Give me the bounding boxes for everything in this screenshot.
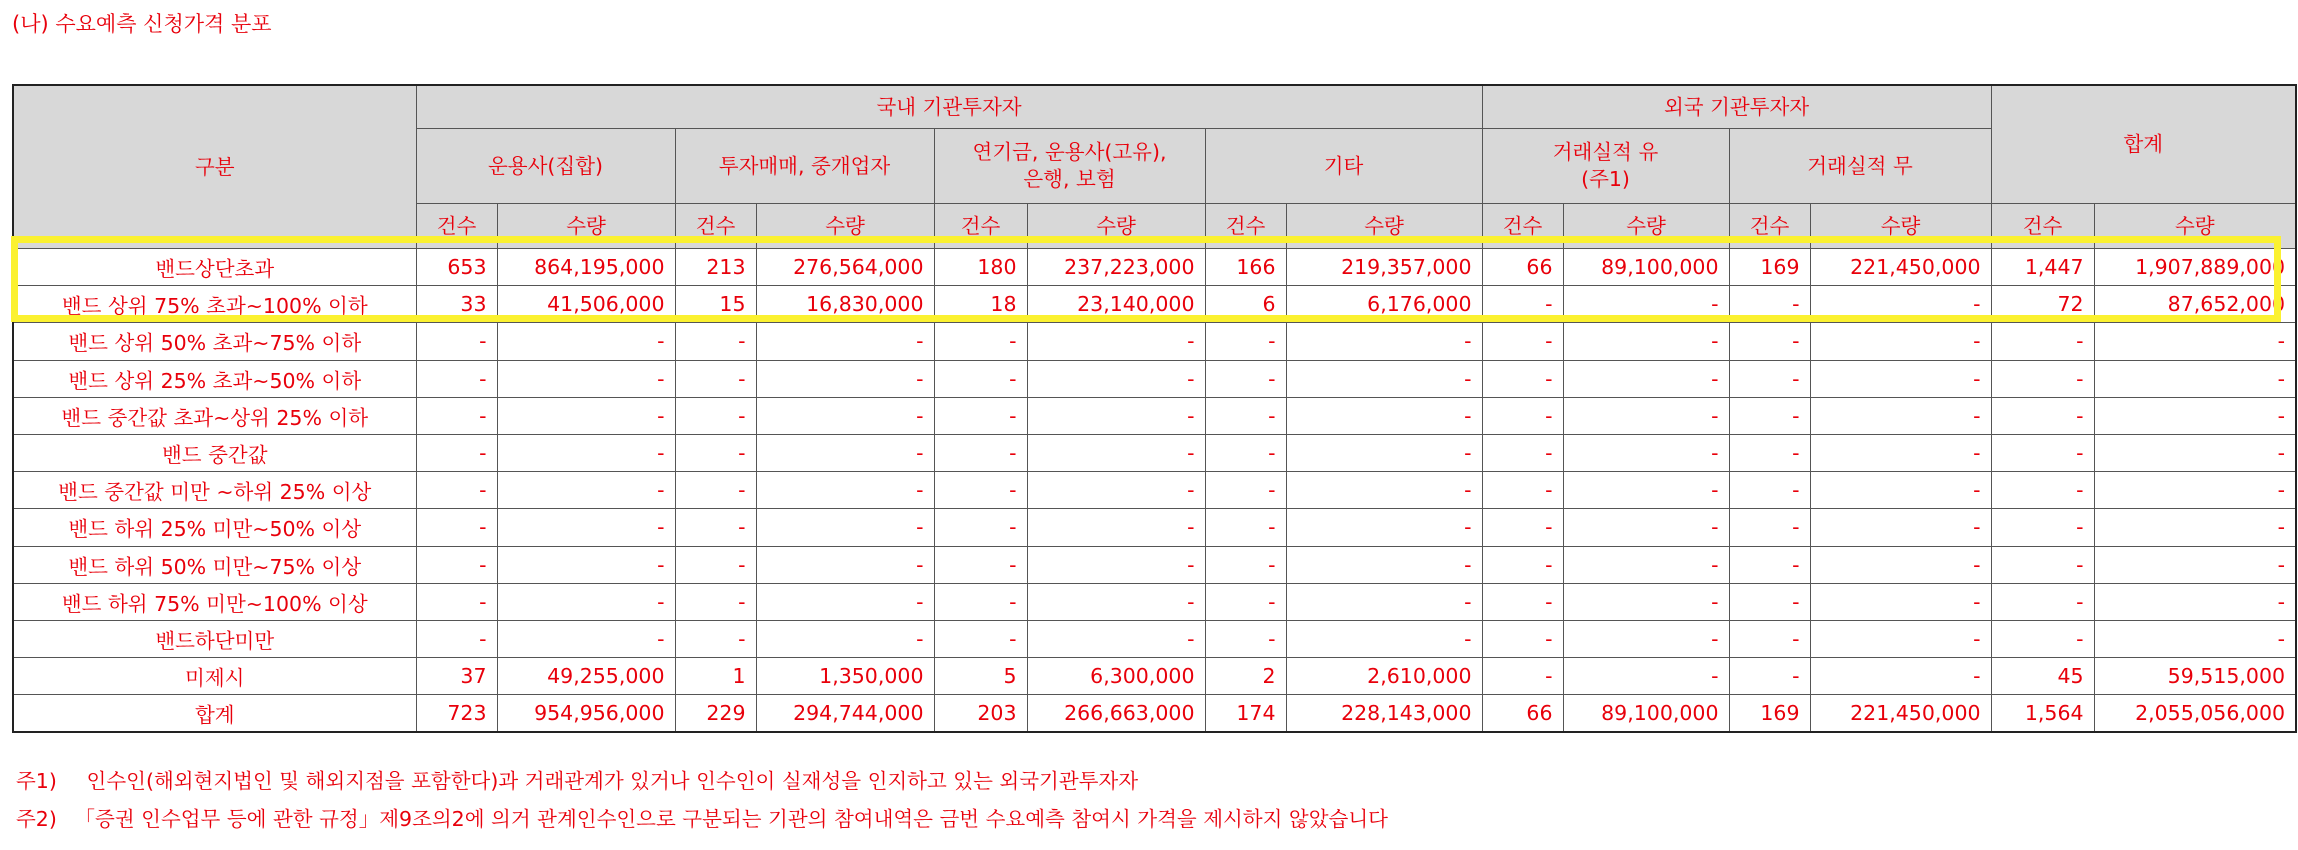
cell-qty: - bbox=[497, 583, 675, 620]
cell-count: - bbox=[1205, 323, 1286, 360]
cell-count: - bbox=[1482, 658, 1563, 695]
cell-count: 180 bbox=[934, 249, 1027, 286]
cell-qty: - bbox=[1027, 583, 1205, 620]
cell-qty: - bbox=[1563, 323, 1729, 360]
row-label: 밴드하단미만 bbox=[13, 620, 416, 657]
cell-qty: - bbox=[1286, 620, 1482, 657]
section-title: (나) 수요예측 신청가격 분포 bbox=[12, 12, 272, 36]
cell-count: - bbox=[1991, 434, 2094, 471]
cell-qty: - bbox=[2094, 397, 2296, 434]
cell-count: - bbox=[1991, 472, 2094, 509]
cell-count: 169 bbox=[1729, 695, 1810, 733]
cell-qty: - bbox=[1810, 323, 1991, 360]
header-group-other: 기타 bbox=[1205, 129, 1482, 204]
cell-count: 6 bbox=[1205, 286, 1286, 323]
cell-qty: 41,506,000 bbox=[497, 286, 675, 323]
cell-qty: 221,450,000 bbox=[1810, 249, 1991, 286]
cell-count: 66 bbox=[1482, 695, 1563, 733]
cell-count: - bbox=[1205, 434, 1286, 471]
cell-qty: - bbox=[1810, 472, 1991, 509]
cell-qty: - bbox=[497, 620, 675, 657]
cell-count: - bbox=[416, 434, 497, 471]
cell-qty: - bbox=[1286, 323, 1482, 360]
cell-qty: - bbox=[756, 620, 934, 657]
row-label: 밴드 중간값 초과~상위 25% 이하 bbox=[13, 397, 416, 434]
cell-qty: 16,830,000 bbox=[756, 286, 934, 323]
cell-qty: - bbox=[2094, 472, 2296, 509]
cell-qty: 276,564,000 bbox=[756, 249, 934, 286]
table-row bbox=[13, 509, 2296, 546]
cell-qty: - bbox=[1286, 434, 1482, 471]
cell-count: - bbox=[416, 360, 497, 397]
cell-qty: - bbox=[1563, 434, 1729, 471]
cell-count: - bbox=[1205, 583, 1286, 620]
cell-count: - bbox=[1482, 472, 1563, 509]
cell-count: - bbox=[1482, 397, 1563, 434]
cell-count: - bbox=[675, 323, 756, 360]
header-group-foreign-with-record: 거래실적 유 (주1) bbox=[1482, 129, 1729, 204]
cell-qty: - bbox=[1027, 397, 1205, 434]
cell-qty: 6,176,000 bbox=[1286, 286, 1482, 323]
cell-qty: - bbox=[1286, 583, 1482, 620]
cell-count: 723 bbox=[416, 695, 497, 733]
header-group-broker: 투자매매, 중개업자 bbox=[675, 129, 934, 204]
cell-qty: - bbox=[1810, 397, 1991, 434]
cell-count: 45 bbox=[1991, 658, 2094, 695]
cell-qty: - bbox=[1563, 397, 1729, 434]
cell-qty: 294,744,000 bbox=[756, 695, 934, 733]
cell-count: - bbox=[1991, 546, 2094, 583]
cell-count: 203 bbox=[934, 695, 1027, 733]
subheader-qty: 수량 bbox=[1286, 204, 1482, 249]
cell-count: - bbox=[1729, 658, 1810, 695]
cell-qty: - bbox=[1027, 434, 1205, 471]
footnote-mark: 주1) bbox=[16, 769, 57, 793]
cell-count: - bbox=[1482, 434, 1563, 471]
subheader-qty: 수량 bbox=[2094, 204, 2296, 249]
cell-count: - bbox=[934, 583, 1027, 620]
cell-count: 1 bbox=[675, 658, 756, 695]
cell-qty: 89,100,000 bbox=[1563, 249, 1729, 286]
cell-count: - bbox=[934, 323, 1027, 360]
cell-count: - bbox=[1991, 360, 2094, 397]
cell-count: - bbox=[416, 509, 497, 546]
cell-count: - bbox=[675, 620, 756, 657]
cell-count: - bbox=[1991, 397, 2094, 434]
table-row bbox=[13, 583, 2296, 620]
row-label: 밴드 상위 25% 초과~50% 이하 bbox=[13, 360, 416, 397]
cell-count: 229 bbox=[675, 695, 756, 733]
cell-qty: - bbox=[1286, 397, 1482, 434]
cell-qty: 219,357,000 bbox=[1286, 249, 1482, 286]
cell-count: 166 bbox=[1205, 249, 1286, 286]
cell-qty: 237,223,000 bbox=[1027, 249, 1205, 286]
cell-qty: - bbox=[497, 546, 675, 583]
cell-qty: - bbox=[1563, 583, 1729, 620]
cell-count: - bbox=[1729, 472, 1810, 509]
cell-qty: - bbox=[1027, 546, 1205, 583]
subheader-qty: 수량 bbox=[1027, 204, 1205, 249]
cell-count: - bbox=[1991, 509, 2094, 546]
cell-count: - bbox=[1205, 509, 1286, 546]
cell-count: - bbox=[934, 397, 1027, 434]
cell-count: - bbox=[1482, 546, 1563, 583]
table-row bbox=[13, 397, 2296, 434]
cell-count: - bbox=[1729, 546, 1810, 583]
subheader-count: 건수 bbox=[1205, 204, 1286, 249]
cell-count: - bbox=[1991, 583, 2094, 620]
cell-qty: - bbox=[1810, 509, 1991, 546]
cell-qty: 2,610,000 bbox=[1286, 658, 1482, 695]
cell-qty: - bbox=[1563, 360, 1729, 397]
cell-count: 1,564 bbox=[1991, 695, 2094, 733]
cell-qty: 1,907,889,000 bbox=[2094, 249, 2296, 286]
cell-qty: - bbox=[756, 323, 934, 360]
cell-qty: - bbox=[1286, 509, 1482, 546]
cell-count: - bbox=[675, 434, 756, 471]
cell-count: - bbox=[675, 360, 756, 397]
cell-qty: - bbox=[1286, 360, 1482, 397]
cell-qty: - bbox=[497, 472, 675, 509]
cell-count: - bbox=[675, 472, 756, 509]
cell-count: - bbox=[934, 509, 1027, 546]
row-label: 밴드 상위 50% 초과~75% 이하 bbox=[13, 323, 416, 360]
cell-qty: 954,956,000 bbox=[497, 695, 675, 733]
cell-count: - bbox=[416, 546, 497, 583]
table-row bbox=[13, 695, 2296, 733]
cell-qty: - bbox=[1027, 360, 1205, 397]
cell-count: - bbox=[1205, 546, 1286, 583]
cell-qty: - bbox=[1810, 286, 1991, 323]
cell-qty: 87,652,000 bbox=[2094, 286, 2296, 323]
cell-count: - bbox=[934, 546, 1027, 583]
header-group-pension: 연기금, 운용사(고유), 은행, 보험 bbox=[934, 129, 1205, 204]
row-label: 합계 bbox=[13, 695, 416, 733]
subheader-qty: 수량 bbox=[497, 204, 675, 249]
subheader-count: 건수 bbox=[1729, 204, 1810, 249]
cell-qty: - bbox=[2094, 360, 2296, 397]
table-body bbox=[13, 249, 2296, 733]
cell-qty: - bbox=[756, 397, 934, 434]
footnote-mark: 주2) bbox=[16, 807, 57, 831]
cell-count: - bbox=[1482, 583, 1563, 620]
row-label: 밴드 중간값 bbox=[13, 434, 416, 471]
header-gubun: 구분 bbox=[13, 85, 416, 249]
cell-count: - bbox=[1729, 583, 1810, 620]
cell-count: - bbox=[1205, 620, 1286, 657]
cell-count: 169 bbox=[1729, 249, 1810, 286]
cell-qty: - bbox=[1286, 546, 1482, 583]
subheader-count: 건수 bbox=[934, 204, 1027, 249]
cell-qty: - bbox=[1563, 509, 1729, 546]
table-row bbox=[13, 286, 2296, 323]
cell-qty: - bbox=[756, 509, 934, 546]
cell-count: - bbox=[934, 472, 1027, 509]
cell-count: - bbox=[675, 509, 756, 546]
cell-qty: - bbox=[1027, 472, 1205, 509]
subheader-qty: 수량 bbox=[1810, 204, 1991, 249]
footnotes bbox=[16, 762, 1388, 838]
header-total: 합계 bbox=[1991, 85, 2296, 204]
table-row bbox=[13, 546, 2296, 583]
header-group-asset-manager: 운용사(집합) bbox=[416, 129, 675, 204]
cell-qty: - bbox=[1286, 472, 1482, 509]
cell-count: - bbox=[934, 434, 1027, 471]
cell-qty: - bbox=[1027, 323, 1205, 360]
cell-count: 72 bbox=[1991, 286, 2094, 323]
cell-count: 653 bbox=[416, 249, 497, 286]
cell-qty: - bbox=[1563, 546, 1729, 583]
cell-count: - bbox=[1729, 360, 1810, 397]
cell-qty: - bbox=[2094, 546, 2296, 583]
cell-qty: - bbox=[497, 360, 675, 397]
row-label: 밴드 상위 75% 초과~100% 이하 bbox=[13, 286, 416, 323]
cell-count: - bbox=[675, 546, 756, 583]
cell-qty: - bbox=[2094, 583, 2296, 620]
cell-qty: - bbox=[1810, 360, 1991, 397]
cell-count: 5 bbox=[934, 658, 1027, 695]
subheader-qty: 수량 bbox=[756, 204, 934, 249]
cell-count: 2 bbox=[1205, 658, 1286, 695]
cell-qty: 6,300,000 bbox=[1027, 658, 1205, 695]
cell-qty: 266,663,000 bbox=[1027, 695, 1205, 733]
cell-qty: - bbox=[1810, 658, 1991, 695]
cell-count: - bbox=[416, 620, 497, 657]
subheader-count: 건수 bbox=[1482, 204, 1563, 249]
header-domestic: 국내 기관투자자 bbox=[416, 85, 1482, 129]
footnote-1 bbox=[16, 762, 1388, 800]
cell-qty: - bbox=[756, 472, 934, 509]
cell-count: - bbox=[1205, 472, 1286, 509]
cell-count: 174 bbox=[1205, 695, 1286, 733]
demand-forecast-table bbox=[12, 84, 2297, 733]
table-row bbox=[13, 658, 2296, 695]
cell-count: 37 bbox=[416, 658, 497, 695]
cell-count: - bbox=[1991, 620, 2094, 657]
cell-qty: - bbox=[2094, 509, 2296, 546]
cell-count: - bbox=[1482, 360, 1563, 397]
footnote-text: 「증권 인수업무 등에 관한 규정」제9조의2에 의거 관계인수인으로 구분되는 기관의 참여내역은 금번 수요예측 참여시 가격을 제시하지 않았습니다 bbox=[74, 807, 1388, 831]
cell-count: 33 bbox=[416, 286, 497, 323]
cell-count: - bbox=[1482, 286, 1563, 323]
footnote-text: 인수인(해외현지법인 및 해외지점을 포함한다)과 거래관계가 있거나 인수인이 실재성을 인지하고 있는 외국기관투자자 bbox=[86, 769, 1139, 793]
cell-qty: 23,140,000 bbox=[1027, 286, 1205, 323]
cell-count: - bbox=[1729, 286, 1810, 323]
cell-count: - bbox=[1729, 509, 1810, 546]
cell-qty: - bbox=[2094, 434, 2296, 471]
subheader-count: 건수 bbox=[675, 204, 756, 249]
table-row bbox=[13, 360, 2296, 397]
table-row bbox=[13, 323, 2296, 360]
cell-qty: 228,143,000 bbox=[1286, 695, 1482, 733]
cell-count: 213 bbox=[675, 249, 756, 286]
cell-qty: 864,195,000 bbox=[497, 249, 675, 286]
cell-count: 18 bbox=[934, 286, 1027, 323]
row-label: 밴드 하위 75% 미만~100% 이상 bbox=[13, 583, 416, 620]
cell-qty: - bbox=[756, 583, 934, 620]
cell-qty: 2,055,056,000 bbox=[2094, 695, 2296, 733]
cell-count: - bbox=[675, 397, 756, 434]
cell-count: 66 bbox=[1482, 249, 1563, 286]
row-label: 밴드 하위 50% 미만~75% 이상 bbox=[13, 546, 416, 583]
cell-count: - bbox=[1205, 397, 1286, 434]
cell-count: - bbox=[416, 397, 497, 434]
table-row bbox=[13, 434, 2296, 471]
cell-count: - bbox=[675, 583, 756, 620]
subheader-count: 건수 bbox=[416, 204, 497, 249]
cell-qty: - bbox=[1810, 546, 1991, 583]
cell-count: - bbox=[416, 472, 497, 509]
cell-qty: 59,515,000 bbox=[2094, 658, 2296, 695]
cell-qty: - bbox=[756, 360, 934, 397]
cell-qty: - bbox=[497, 323, 675, 360]
cell-qty: - bbox=[1563, 658, 1729, 695]
cell-count: - bbox=[1205, 360, 1286, 397]
row-label: 밴드 하위 25% 미만~50% 이상 bbox=[13, 509, 416, 546]
row-label: 미제시 bbox=[13, 658, 416, 695]
cell-count: - bbox=[1482, 620, 1563, 657]
cell-count: - bbox=[1729, 397, 1810, 434]
cell-qty: - bbox=[2094, 620, 2296, 657]
cell-count: - bbox=[1729, 620, 1810, 657]
row-label: 밴드상단초과 bbox=[13, 249, 416, 286]
cell-qty: 221,450,000 bbox=[1810, 695, 1991, 733]
cell-qty: 49,255,000 bbox=[497, 658, 675, 695]
cell-qty: - bbox=[756, 546, 934, 583]
cell-qty: 1,350,000 bbox=[756, 658, 934, 695]
cell-count: - bbox=[1991, 323, 2094, 360]
cell-count: - bbox=[416, 323, 497, 360]
cell-count: - bbox=[1729, 434, 1810, 471]
cell-qty: - bbox=[1563, 472, 1729, 509]
cell-qty: - bbox=[1027, 509, 1205, 546]
cell-count: - bbox=[1482, 323, 1563, 360]
cell-count: - bbox=[1482, 509, 1563, 546]
cell-qty: 89,100,000 bbox=[1563, 695, 1729, 733]
cell-count: 15 bbox=[675, 286, 756, 323]
cell-count: - bbox=[934, 620, 1027, 657]
cell-qty: - bbox=[497, 509, 675, 546]
cell-qty: - bbox=[756, 434, 934, 471]
subheader-count: 건수 bbox=[1991, 204, 2094, 249]
cell-qty: - bbox=[1027, 620, 1205, 657]
cell-qty: - bbox=[1563, 286, 1729, 323]
cell-count: 1,447 bbox=[1991, 249, 2094, 286]
cell-qty: - bbox=[497, 397, 675, 434]
table-row bbox=[13, 472, 2296, 509]
cell-count: - bbox=[1729, 323, 1810, 360]
cell-qty: - bbox=[1563, 620, 1729, 657]
cell-qty: - bbox=[497, 434, 675, 471]
header-group-foreign-no-record: 거래실적 무 bbox=[1729, 129, 1991, 204]
cell-count: - bbox=[934, 360, 1027, 397]
cell-qty: - bbox=[2094, 323, 2296, 360]
header-foreign: 외국 기관투자자 bbox=[1482, 85, 1991, 129]
subheader-qty: 수량 bbox=[1563, 204, 1729, 249]
cell-count: - bbox=[416, 583, 497, 620]
table-row bbox=[13, 249, 2296, 286]
table-row bbox=[13, 620, 2296, 657]
footnote-2 bbox=[16, 800, 1388, 838]
row-label: 밴드 중간값 미만 ~하위 25% 이상 bbox=[13, 472, 416, 509]
cell-qty: - bbox=[1810, 620, 1991, 657]
cell-qty: - bbox=[1810, 583, 1991, 620]
cell-qty: - bbox=[1810, 434, 1991, 471]
